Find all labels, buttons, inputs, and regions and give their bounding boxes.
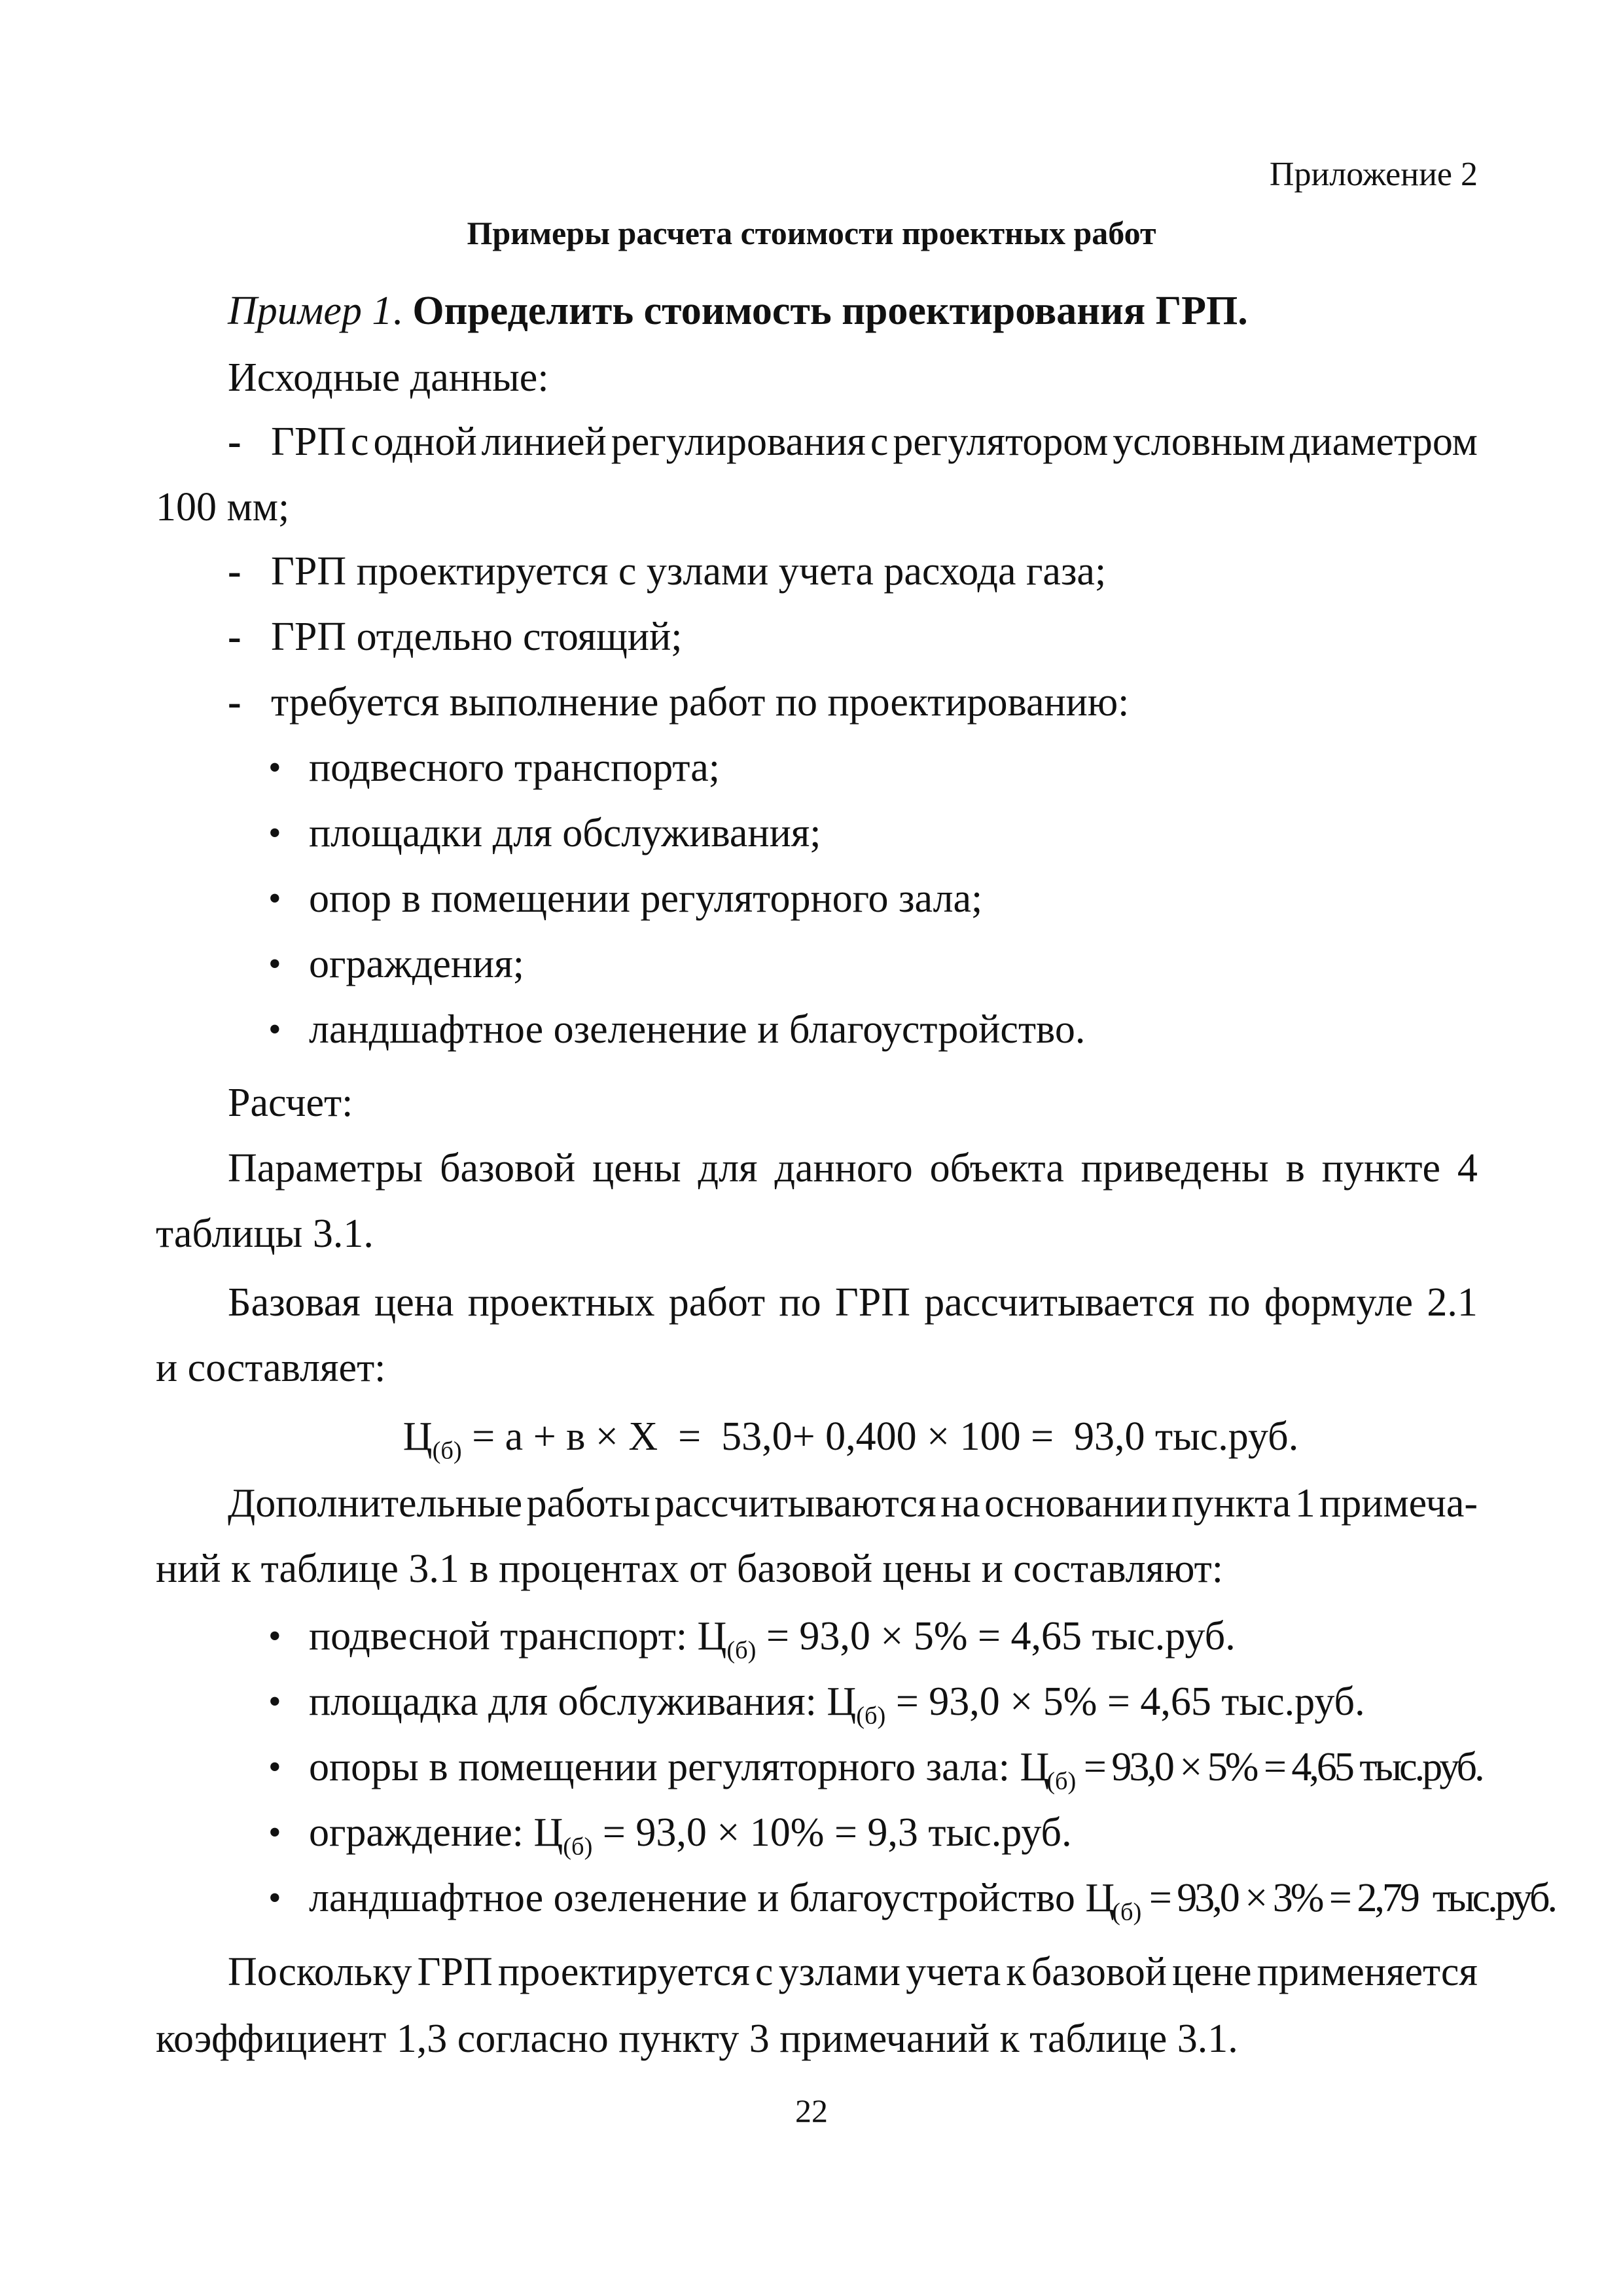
word: по [1208, 1280, 1251, 1325]
initial-item-1-cont: 100 мм; [156, 485, 290, 529]
example-heading [228, 281, 1248, 340]
word: 4 [1457, 1146, 1478, 1191]
initial-item-4: требуется выполнение работ по проектированию: [271, 680, 1130, 725]
word: работ [668, 1280, 766, 1325]
dash-marker: - [228, 420, 241, 464]
word: регулирования [611, 420, 866, 464]
bullet-marker: • [268, 1747, 281, 1787]
dash-marker: - [228, 680, 241, 725]
word: с [351, 420, 369, 464]
additional-work-item [309, 1672, 1365, 1731]
word: 1 [1294, 1481, 1315, 1526]
word: формуле [1264, 1280, 1414, 1325]
word: одной [373, 420, 477, 464]
word: приведены [1080, 1146, 1269, 1191]
word: для [698, 1146, 758, 1191]
word: к [1006, 1950, 1026, 1994]
word: проектных [467, 1280, 655, 1325]
initial-item-2: ГРП проектируется с узлами учета расхода газа; [271, 549, 1107, 594]
word: Параметры [228, 1146, 423, 1191]
word: цены [592, 1146, 681, 1191]
word: Базовая [228, 1280, 361, 1325]
word: Поскольку [228, 1950, 412, 1994]
design-work-item: ограждения; [309, 942, 524, 986]
word: работы [526, 1481, 651, 1526]
word: объекта [929, 1146, 1064, 1191]
price-subscript: (б) [856, 1702, 886, 1730]
bullet-marker: • [268, 747, 281, 788]
initial-item-3: ГРП отдельно стоящий; [271, 615, 683, 659]
word: 2.1 [1427, 1280, 1478, 1325]
dash-marker: - [228, 615, 241, 659]
word: в [1285, 1146, 1305, 1191]
price-subscript: (б) [1046, 1767, 1077, 1795]
word: цене [1172, 1950, 1252, 1994]
example-label: Пример 1 [228, 289, 393, 333]
word: Дополнительные [228, 1481, 523, 1526]
word: регулятором [893, 420, 1109, 464]
word: данного [774, 1146, 913, 1191]
word: условным [1113, 420, 1286, 464]
item-label: площадка для обслуживания: [309, 1679, 827, 1724]
bullet-marker: • [268, 1616, 281, 1657]
price-subscript: (б) [1112, 1898, 1142, 1926]
additional-work-item [309, 1869, 1555, 1928]
item-calc: = 93,0 × 5% = 4,65 тыс.руб. [885, 1679, 1365, 1724]
paragraph-2 [228, 1273, 1478, 1332]
price-symbol: Ц [697, 1614, 727, 1659]
word: линией [481, 420, 607, 464]
price-symbol: Ц [1085, 1876, 1113, 1920]
word: ГРП [271, 420, 347, 464]
price-subscript: (б) [726, 1636, 757, 1664]
calc-label: Расчет: [228, 1081, 353, 1125]
page-number: 22 [795, 2092, 828, 2129]
word: ГРП [834, 1280, 910, 1325]
word: базовой [439, 1146, 576, 1191]
word: пункта [1171, 1481, 1291, 1526]
paragraph-4 [228, 1943, 1478, 2001]
item-label: подвесной транспорт: [309, 1614, 698, 1659]
word: проектируется [497, 1950, 750, 1994]
design-work-item: подвесного транспорта; [309, 745, 721, 790]
item-label: ландшафтное озеленение и благоустройство [309, 1876, 1086, 1920]
bullet-marker: • [268, 813, 281, 853]
paragraph-3-cont: ний к таблице 3.1 в процентах от базовой цены и составляют: [156, 1547, 1223, 1591]
bullet-marker: • [268, 944, 281, 984]
bullet-marker: • [268, 1878, 281, 1918]
item-calc: = 93,0 × 3% = 2,79 тыс.руб. [1141, 1876, 1556, 1920]
word: с [870, 420, 889, 464]
word: узлами [778, 1950, 901, 1994]
word: по [779, 1280, 821, 1325]
item-calc: = 93,0 × 5% = 4,65 тыс.руб. [756, 1614, 1236, 1659]
item-label: ограждение: [309, 1810, 534, 1855]
item-calc: = 93,0 × 10% = 9,3 тыс.руб. [592, 1810, 1072, 1855]
word: основании [984, 1481, 1168, 1526]
bullet-marker: • [268, 1812, 281, 1853]
initial-item-1 [271, 412, 1478, 471]
word: диаметром [1290, 420, 1478, 464]
price-subscript: (б) [432, 1437, 462, 1465]
page-title: Примеры расчета стоимости проектных работ [467, 215, 1156, 251]
word: пункте [1321, 1146, 1441, 1191]
word: цена [374, 1280, 454, 1325]
design-work-item: опор в помещении регуляторного зала; [309, 876, 983, 921]
bullet-marker: • [268, 878, 281, 919]
word: применяется [1257, 1950, 1478, 1994]
price-symbol: Ц [533, 1810, 563, 1855]
paragraph-3 [228, 1474, 1478, 1533]
price-subscript: (б) [563, 1833, 593, 1861]
price-symbol: Ц [827, 1679, 857, 1724]
word: базовой [1031, 1950, 1167, 1994]
example-title: Определить стоимость проектирования ГРП. [412, 289, 1248, 333]
formula-expression: = а + в × Х = 53,0+ 0,400 × 100 = 93,0 тыс.руб. [461, 1414, 1299, 1459]
paragraph-1-cont: таблицы 3.1. [156, 1211, 374, 1256]
additional-work-item [309, 1607, 1236, 1666]
word: на [940, 1481, 980, 1526]
initial-data-label: Исходные данные: [228, 355, 549, 400]
design-work-item: площадки для обслуживания; [309, 811, 821, 855]
paragraph-4-cont: коэффициент 1,3 согласно пункту 3 примечаний к таблице 3.1. [156, 2017, 1238, 2061]
item-label: опоры в помещении регуляторного зала: [309, 1745, 1020, 1789]
appendix-label: Приложение 2 [1269, 156, 1478, 193]
word: примеча- [1319, 1481, 1478, 1526]
bullet-marker: • [268, 1681, 281, 1722]
word: рассчитывается [924, 1280, 1195, 1325]
word: с [755, 1950, 774, 1994]
word: ГРП [417, 1950, 493, 1994]
paragraph-2-cont: и составляет: [156, 1346, 386, 1390]
dash-marker: - [228, 549, 241, 594]
additional-work-item [309, 1803, 1072, 1862]
word: учета [906, 1950, 1001, 1994]
base-price-formula [0, 1407, 1623, 1466]
word: рассчитываются [654, 1481, 936, 1526]
design-work-item: ландшафтное озеленение и благоустройство. [309, 1007, 1086, 1052]
additional-work-item [309, 1738, 1482, 1797]
paragraph-1 [228, 1139, 1478, 1198]
price-symbol: Ц [402, 1414, 433, 1459]
item-calc: = 93,0 × 5% = 4,65 тыс.руб. [1076, 1745, 1482, 1789]
price-symbol: Ц [1020, 1745, 1047, 1789]
example-sep: . [392, 289, 413, 333]
bullet-marker: • [268, 1009, 281, 1050]
